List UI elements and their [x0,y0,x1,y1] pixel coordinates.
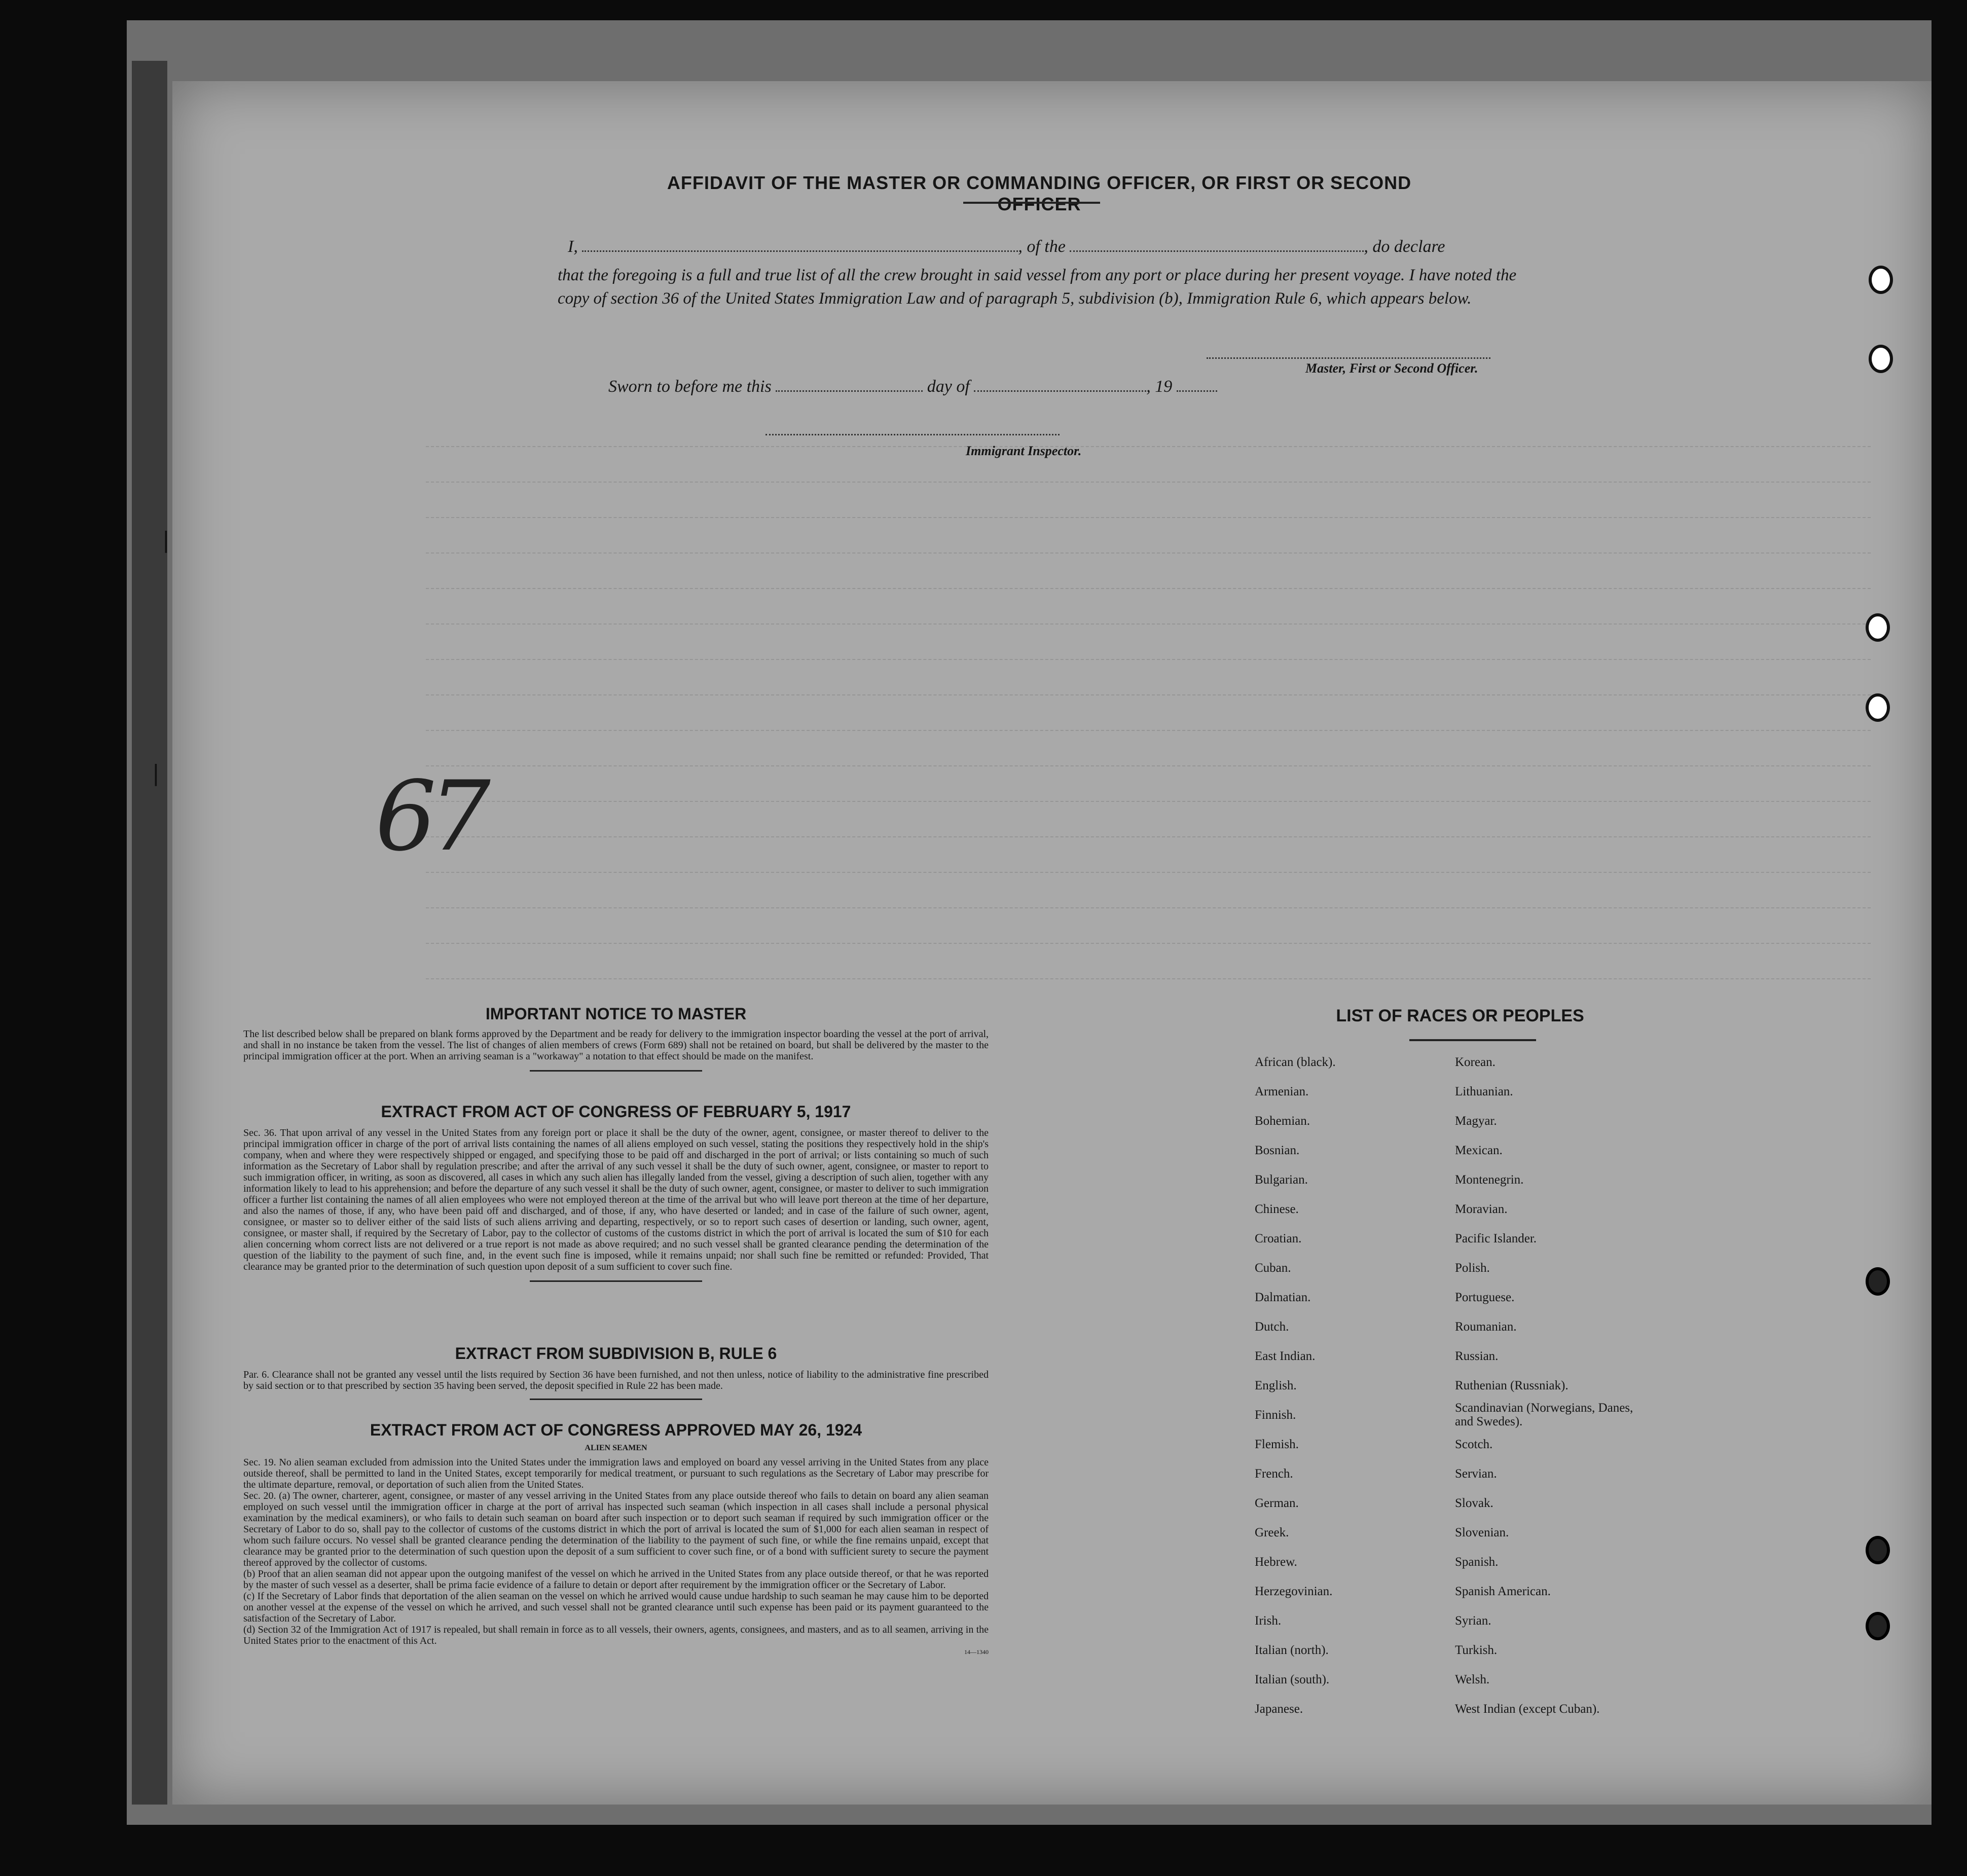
sec20b-text: (b) Proof that an alien seaman did not appear upon the outgoing manifest of the vessel on which he arrived in the United States from any place outside thereof, or that he was reported by the master of such vessel as a deserter, shall be prima facie evidence of a failure to detain or deport after requirement by the immigration officer or the Secretary of Labor. [243,1568,989,1591]
binding-hole-icon [1869,345,1893,373]
race-item: Moravian. [1455,1202,1508,1216]
race-item: Russian. [1455,1349,1499,1363]
affidavit-of-label: , of the [1018,237,1066,256]
affidavit-title: AFFIDAVIT OF THE MASTER OR COMMANDING OFFICER, OR FIRST OR SECOND OFFICER [667,172,1412,214]
vessel-blank [1070,241,1364,252]
race-item: Italian (north). [1255,1643,1329,1657]
sec20a-text: Sec. 20. (a) The owner, charterer, agent, consignee, or master of any vessel arriving in the United States from any place outside thereof who fails to detain on board any alien seaman employed on such vessel until the immigration officer in charge at the port of arrival has inspected such seaman (which inspection in all cases shall include a personal physical examination by the medical examiners), or who fails to detain such seaman on board after such inspection or to deport such seaman if required by such immigration officer or the Secretary of Labor to do so, shall pay to the collector of customs of the customs district in which the port of arrival is located the sum of $1,000 for each alien seaman in respect of whom such failure occurs. No vessel shall be granted clearance pending the determination of the liability to the payment of such fine, or while the fine remains unpaid, except that clearance may be granted prior to the determination of such question upon the deposit of a sum sufficient to cover such fine, or of a bond with sufficient surety to secure the payment thereof approved by the collector of customs. [243,1490,989,1568]
race-item: Polish. [1455,1261,1490,1275]
race-item: Ruthenian (Russniak). [1455,1379,1569,1392]
alien-seamen-subtitle: ALIEN SEAMEN [585,1444,647,1452]
race-item: Bosnian. [1255,1144,1300,1157]
race-item: Mexican. [1455,1144,1503,1157]
race-item: Finnish. [1255,1408,1296,1422]
race-item: Croatian. [1255,1232,1302,1245]
race-item: Roumanian. [1455,1320,1517,1334]
sworn-day-label: day of [927,377,970,396]
binding-hole-icon [1866,1267,1890,1296]
sec19-text: Sec. 19. No alien seaman excluded from admission into the United States under the immigration laws and employed on board any vessel arriving in the United States from any place outside thereof, shall be permitted to land in the United States, except temporarily for medical treatment, or pursuant to such regulations as the Secretary of Labor may prescribe for the ultimate departure, removal, or deportation of such alien from the United States. [243,1457,989,1490]
sworn-year-label: , 19 [1146,377,1173,396]
race-item: Korean. [1455,1055,1496,1069]
race-item: Slovenian. [1455,1526,1509,1539]
affidavit-body: that the foregoing is a full and true list of all the crew brought in said vessel from any port or place during her present voyage. I have noted the copy of section 36 of the United States Immigration Law and of paragraph 5, subdivision (b), Immigration Rule 6, which appears below. [558,266,1517,308]
race-item: Slovak. [1455,1496,1494,1510]
race-item: Syrian. [1455,1614,1491,1628]
year-blank [1177,381,1217,392]
race-item: Spanish. [1455,1555,1499,1569]
notice-title: IMPORTANT NOTICE TO MASTER [485,1005,747,1023]
race-item: West Indian (except Cuban). [1455,1702,1600,1716]
binding-hole-icon [1866,1612,1890,1640]
important-notice-section [243,1005,989,1072]
sec20c-text: (c) If the Secretary of Labor finds that deportation of the alien seaman on the vessel on which he arrived would cause undue hardship to such seaman he may cause him to be deported on another vessel at the expense of the vessel on which he arrived, and such vessel shall not be granted clearance until such expense has been paid or its payment guaranteed to the satisfaction of the Secretary of Labor. [243,1591,989,1624]
inspector-signature-label: Immigrant Inspector. [966,444,1082,458]
race-item: German. [1255,1496,1299,1510]
race-item: Greek. [1255,1526,1289,1539]
day-blank [776,381,923,392]
month-blank [974,381,1146,392]
inspector-signature-line [766,434,1060,435]
margin-pen-mark: | [162,527,170,553]
affidavit-declare-label: , do declare [1364,237,1445,256]
binding-hole-icon [1869,266,1893,294]
race-item: Scandinavian (Norwegians, Danes, and Swedes). [1455,1401,1633,1428]
extract-1917-title: EXTRACT FROM ACT OF CONGRESS OF FEBRUARY 5, 1917 [381,1102,851,1121]
affidavit-i-label: I, [568,237,578,256]
section-divider [530,1070,702,1072]
race-item: Spanish American. [1455,1585,1551,1598]
extract-1924-section [243,1421,989,1658]
race-item: Chinese. [1255,1202,1299,1216]
master-signature-label: Master, First or Second Officer. [1305,361,1478,376]
race-item: Magyar. [1455,1114,1497,1128]
race-item: Armenian. [1255,1085,1309,1098]
binding-hole-icon [1866,613,1890,642]
race-item: Portuguese. [1455,1291,1515,1304]
race-item: Bulgarian. [1255,1173,1308,1187]
race-item: Dutch. [1255,1320,1289,1334]
race-item: Montenegrin. [1455,1173,1524,1187]
left-edge-strip [132,61,167,1805]
master-signature-line [1207,357,1490,359]
margin-pen-mark: | [152,760,160,786]
race-item: Dalmatian. [1255,1291,1311,1304]
affidavit-declaration-line [568,237,1445,256]
race-item: Hebrew. [1255,1555,1297,1569]
binding-hole-icon [1866,1536,1890,1564]
races-title: LIST OF RACES OR PEOPLES [1336,1006,1584,1025]
race-item: Turkish. [1455,1643,1498,1657]
extract-rule6-text: Par. 6. Clearance shall not be granted any vessel until the lists required by Section 36 have been furnished, and not then unless, notice of liability to the administrative fine prescribed by said section or to that prescribed by section 35 having been served, the deposit specified in Rule 22 has been made. [243,1369,989,1391]
extract-rule6-title: EXTRACT FROM SUBDIVISION B, RULE 6 [455,1344,777,1363]
race-item: Pacific Islander. [1455,1232,1537,1245]
extract-1917-text: Sec. 36. That upon arrival of any vessel in the United States from any foreign port or place it shall be the duty of the owner, agent, consignee, or master thereof to deliver to the principal immigration officer in charge of the port of arrival lists containing the names of all aliens employed on such vessel, stating the positions they respectively hold in the ship's company, when and where they were respectively shipped or engaged, and specifying those to be paid off and discharged in the port of arrival; or lists containing so much of such information as the Secretary of Labor shall by regulation prescribe; and after the arrival of any such vessel it shall be the duty of such owner, agent, consignee, or master to report to such immigration officer, in writing, as soon as discovered, all cases in which any such alien has illegally landed from the vessel, giving a description of such alien, together with any information likely to lead to his apprehension; and before the departure of any such vessel it shall be the duty of such owner, agent, consignee, or master to deliver to such immigration officer a further list containing the names of all alien employees who were not employed thereon at the time of the arrival but who will leave port thereon at the time of her departure, and also the names of those, if any, who have been paid off and discharged, and of those, if any, who have deserted or landed; and in case of the failure of such owner, agent, consignee, or master so to deliver either of the said lists of such aliens arriving and departing, respectively, or so to report such cases of desertion or landing, such owner, agent, consignee, or master shall, if required by the Secretary of Labor, pay to the collector of customs of the customs district in which the port of arrival is located the sum of $10 for each alien concerning whom correct lists are not delivered or a true report is not made as above required; and no such vessel shall be granted clearance pending the determination of the question of the liability to the payment of such fine, and, in the event such fine is imposed, while it remains unpaid; nor shall such fine be remitted or refunded: Provided, That clearance may be granted prior to the determination of such question upon deposit of a sum sufficient to cover such fine. [243,1127,989,1272]
extract-1924-title: EXTRACT FROM ACT OF CONGRESS APPROVED MAY 26, 1924 [370,1421,862,1439]
notice-text: The list described below shall be prepared on blank forms approved by the Department and be ready for delivery to the immigration inspector boarding the vessel at the port of arrival, and shall in no instance be taken from the vessel. The list of changes of alien members of crews (Form 689) shall not be retained on board, but shall be delivered by the master to the principal immigration officer at the port. When an arriving seaman is a "workaway" a notation to that effect should be made on the manifest. [243,1028,989,1062]
race-item: French. [1255,1467,1293,1481]
name-blank [582,241,1018,252]
race-item: Bohemian. [1255,1114,1310,1128]
sec20d-text: (d) Section 32 of the Immigration Act of 1917 is repealed, but shall remain in force as to all vessels, their owners, agents, consignees, and masters, and as to all seamen, arriving in the United States prior to the enactment of this Act. [243,1624,989,1646]
race-item: Cuban. [1255,1261,1291,1275]
race-item: Lithuanian. [1455,1085,1513,1098]
extract-rule6-section [243,1344,989,1400]
race-item: English. [1255,1379,1297,1392]
affidavit-title-rule [963,202,1100,204]
sworn-line [608,377,1217,396]
race-item: Welsh. [1455,1673,1490,1686]
race-item: East Indian. [1255,1349,1316,1363]
race-item: Japanese. [1255,1702,1303,1716]
sworn-prefix: Sworn to before me this [608,377,772,396]
section-divider [530,1280,702,1282]
handwritten-page-number: 67 [375,760,484,872]
binding-hole-icon [1866,693,1890,722]
race-item: African (black). [1255,1055,1336,1069]
race-item: Irish. [1255,1614,1282,1628]
form-number: 14—1340 [964,1648,989,1656]
race-item: Flemish. [1255,1438,1299,1451]
extract-1917-section [243,1102,989,1282]
race-item: Servian. [1455,1467,1497,1481]
race-item: Italian (south). [1255,1673,1330,1686]
race-item: Scotch. [1455,1438,1493,1451]
race-item: Herzegovinian. [1255,1585,1333,1598]
races-title-rule [1409,1039,1536,1041]
section-divider [530,1399,702,1400]
